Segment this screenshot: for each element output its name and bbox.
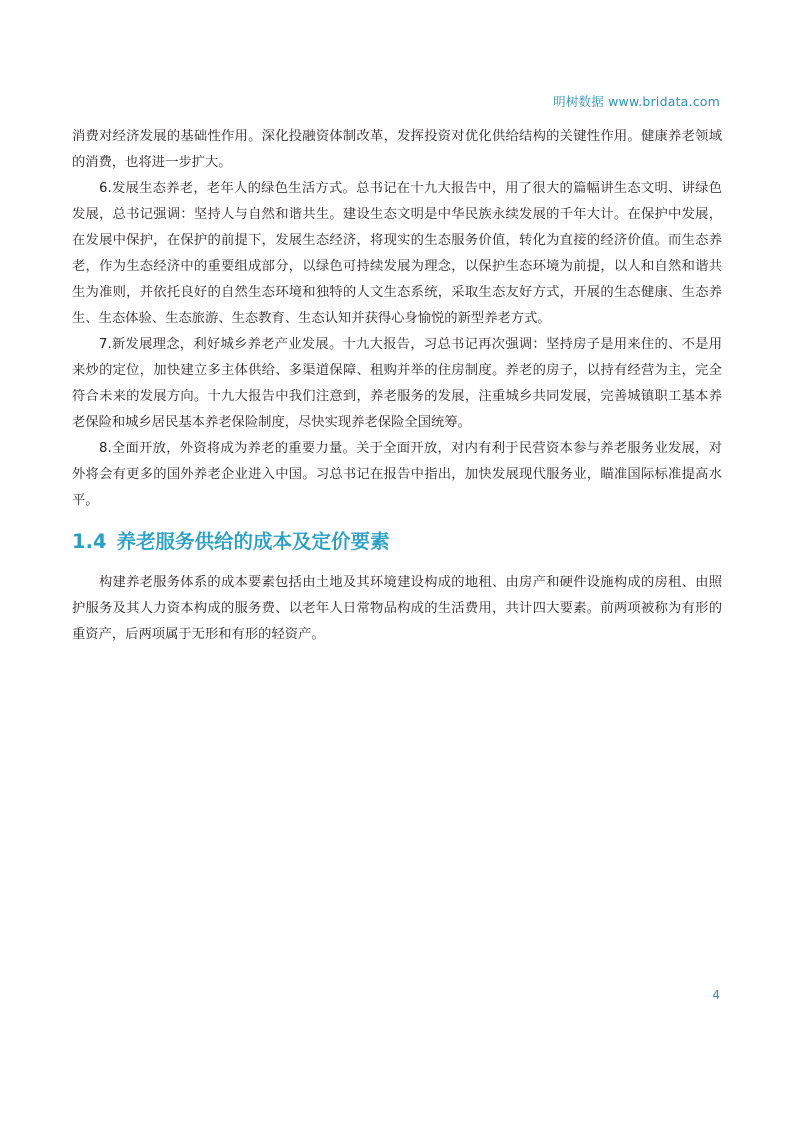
paragraph-item-8: 8.全面开放，外资将成为养老的重要力量。关于全面开放，对内有利于民营资本参与养老服务业发展，对外将会有更多的国外养老企业进入中国。习总书记在报告中指出，加快发展现代服务业，瞄准国际标准提高水平。 — [72, 441, 722, 508]
section-number: 1.4 — [72, 530, 107, 553]
paragraph-item-7: 7.新发展理念，利好城乡养老产业发展。十九大报告，习总书记再次强调：坚持房子是用来住的、不是用来炒的定位，加快建立多主体供给、多渠道保障、租购并举的住房制度。养老的房子，以持有经营为主，完全符合未来的发展方向。十九大报告中我们注意到，养老服务的发展，注重城乡共同发展，完善城镇职工基本养老保险和城乡居民基本养老保险制度，尽快实现养老保险全国统筹。 — [72, 337, 722, 430]
page-number: 4 — [712, 988, 720, 1002]
paragraph-continuation: 消费对经济发展的基础性作用。深化投融资体制改革，发挥投资对优化供给结构的关键性作用。健康养老领域的消费，也将进一步扩大。 — [72, 129, 722, 170]
document-body — [72, 124, 722, 648]
section-paragraph: 构建养老服务体系的成本要素包括由土地及其环境建设构成的地租、由房产和硬件设施构成的房租、由照护服务及其人力资本构成的服务费、以老年人日常物品构成的生活费用，共计四大要素。前两项被称为有形的重资产，后两项属于无形和有形的轻资产。 — [72, 575, 722, 642]
page-header-brand: 明树数据 www.bridata.com — [553, 94, 720, 109]
section-title: 养老服务供给的成本及定价要素 — [116, 530, 390, 553]
section-heading — [72, 528, 722, 556]
paragraph-item-6: 6.发展生态养老，老年人的绿色生活方式。总书记在十九大报告中，用了很大的篇幅讲生态文明、讲绿色发展，总书记强调：坚持人与自然和谐共生。建设生态文明是中华民族永续发展的千年大计。在保护中发展，在发展中保护，在保护的前提下，发展生态经济，将现实的生态服务价值，转化为直接的经济价值。而生态养老，作为生态经济中的重要组成部分，以绿色可持续发展为理念，以保护生态环境为前提，以人和自然和谐共生为准则，并依托良好的自然生态环境和独特的人文生态系统，采取生态友好方式，开展的生态健康、生态养生、生态体验、生态旅游、生态教育、生态认知并获得心身愉悦的新型养老方式。 — [72, 181, 722, 326]
